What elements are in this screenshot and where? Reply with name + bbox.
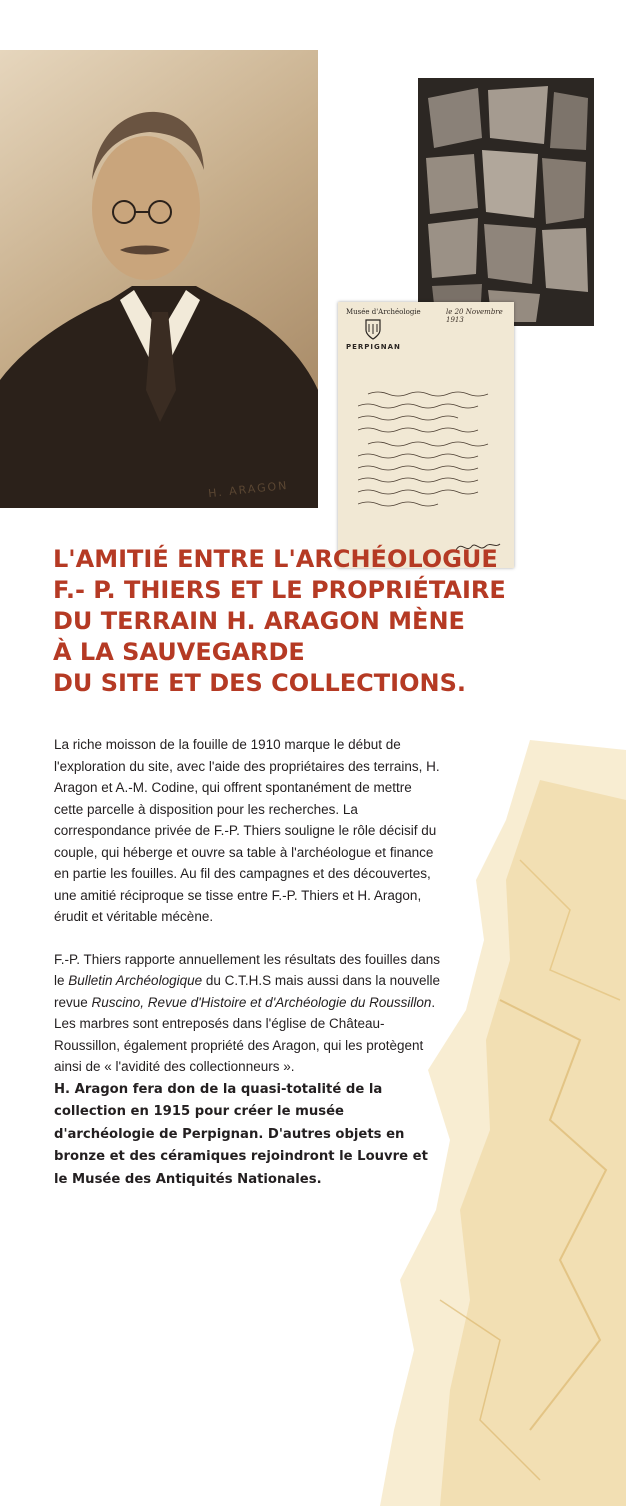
page-title: L'AMITIÉ ENTRE L'ARCHÉOLOGUE F.- P. THIERS ET LE PROPRIÉTAIRE DU TERRAIN H. ARAGON MÈNE À LA SAUVEGARDE DU SITE ET DES COLLECTIONS. xyxy=(53,545,506,697)
portrait-photo xyxy=(0,50,318,508)
letter-city: PERPIGNAN xyxy=(346,343,401,351)
bold-donation-statement: H. Aragon fera don de la quasi-totalité de la collection en 1915 pour créer le musée d'archéologie de Perpignan. D'autres objets en bronze et des céramiques rejoindront le Louvre et le Musée des Antiquités Nationales. xyxy=(54,1081,428,1187)
italic-title-bulletin: Bulletin Archéologique xyxy=(68,973,203,988)
article-body xyxy=(54,734,444,1190)
letter-letterhead: Musée d'Archéologie xyxy=(346,308,421,316)
text-run: . Les marbres sont entreposés dans l'église de Château-Roussillon, également propriété des Aragon, qui les protègent ainsi de « l'avidité des collectionneurs ». xyxy=(54,994,436,1074)
letter-date: le 20 Novembre 1913 xyxy=(446,308,503,324)
italic-title-ruscino: Ruscino, Revue d'Histoire et d'Archéologie du Roussillon xyxy=(91,994,432,1010)
text-run: du C.T.H.S mais aussi dans la nouvelle revue xyxy=(54,973,440,1010)
text-run: F.-P. Thiers rapporte annuellement les résultats des fouilles dans le xyxy=(54,951,440,988)
paragraph-exploration: La riche moisson de la fouille de 1910 marque le début de l'exploration du site, avec l'aide des propriétaires des terrains, H. Aragon et A.-M. Codine, qui offrent spontanément de mettre cette parcelle à disposition pour les recherches. La correspondance privée de F.-P. Thiers souligne le rôle décisif du couple, qui héberge et ouvre sa table à l'archéologue et finance en partie les fouilles. Au fil des campagnes et des découvertes, une amitié réciproque se tisse entre F.-P. Thiers et H. Aragon, érudit et véritable mécène. xyxy=(54,737,440,924)
coat-of-arms-icon xyxy=(364,318,382,340)
handwriting-scribble xyxy=(358,388,508,538)
paragraph-publications xyxy=(54,949,444,1191)
marble-fragments-photo xyxy=(418,78,594,326)
handwritten-letter-photo xyxy=(338,302,514,568)
portrait-caption: H. ARAGON xyxy=(207,478,290,501)
